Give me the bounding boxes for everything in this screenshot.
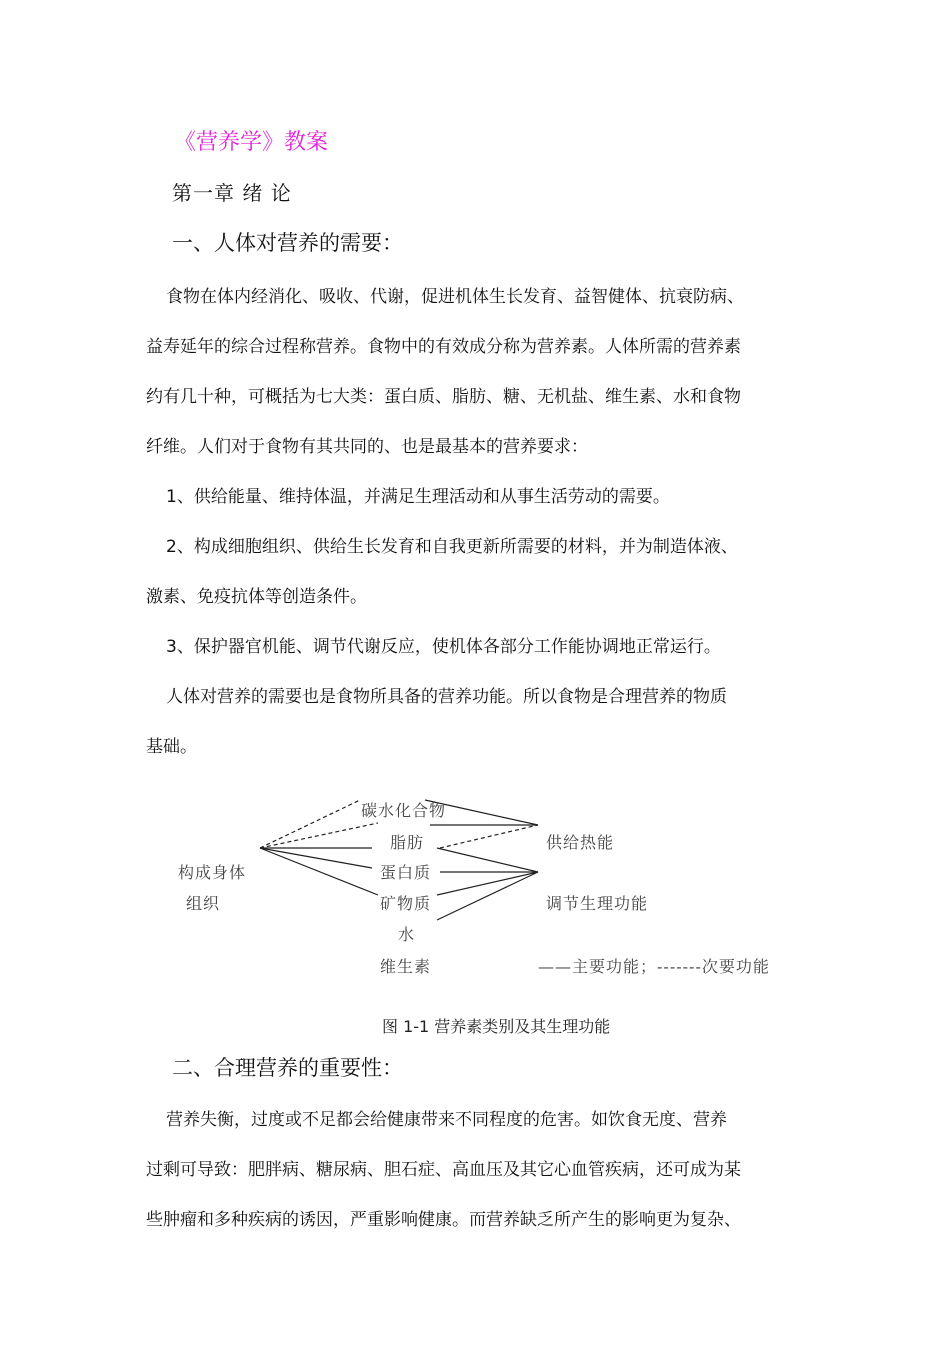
line-body-fat-dashed xyxy=(260,823,378,848)
section-1-line-8: 3、保护器官机能、调节代谢反应，使机体各部分工作能协调地正常运行。 xyxy=(166,637,721,657)
section-1-line-1: 食物在体内经消化、吸收、代谢，促进机体生长发育、益智健体、抗衰防病、 xyxy=(166,287,744,307)
function-tissue-label: 组织 xyxy=(186,894,221,913)
section-1-line-3: 约有几十种，可概括为七大类：蛋白质、脂肪、糖、无机盐、维生素、水和食物 xyxy=(146,387,741,407)
section-2-line-3: 些肿瘤和多种疾病的诱因，严重影响健康。而营养缺乏所产生的影响更为复杂、 xyxy=(146,1210,741,1230)
line-protein-regulate-a xyxy=(437,848,538,872)
nutrient-minerals: 矿物质 xyxy=(380,894,432,913)
function-build-body-label: 构成身体 xyxy=(178,863,247,882)
section-1-line-9: 人体对营养的需要也是食物所具备的营养功能。所以食物是合理营养的物质 xyxy=(166,687,727,707)
line-protein-energy xyxy=(440,825,538,848)
line-body-protein xyxy=(260,848,372,868)
section-2-line-1: 营养失衡，过度或不足都会给健康带来不同程度的危害。如饮食无度、营养 xyxy=(166,1110,727,1130)
line-water-regulate xyxy=(437,872,538,920)
function-regulate-label: 调节生理功能 xyxy=(546,894,649,913)
section-1-heading: 一、人体对营养的需要： xyxy=(172,231,403,255)
nutrient-protein: 蛋白质 xyxy=(380,863,432,882)
nutrient-vitamins: 维生素 xyxy=(380,957,432,976)
function-energy-label: 供给热能 xyxy=(546,833,615,852)
nutrient-water: 水 xyxy=(398,925,416,944)
line-body-carbs xyxy=(260,800,360,848)
chapter-heading: 第一章 绪 论 xyxy=(172,181,292,205)
section-1-line-10: 基础。 xyxy=(146,737,197,757)
nutrient-fat: 脂肪 xyxy=(390,833,425,852)
figure-caption: 图 1-1 营养素类别及其生理功能 xyxy=(382,1017,611,1036)
section-2-line-2: 过剩可导致：肥胖病、糖尿病、胆石症、高血压及其它心血管疾病，还可成为某 xyxy=(146,1160,741,1180)
section-1-line-6: 2、构成细胞组织、供给生长发育和自我更新所需要的材料，并为制造体液、 xyxy=(166,537,738,557)
line-minerals-regulate xyxy=(437,872,538,895)
section-1-line-4: 纤维。人们对于食物有其共同的、也是最基本的营养要求： xyxy=(146,437,588,457)
section-2-heading: 二、合理营养的重要性： xyxy=(172,1056,403,1080)
document-title: 《营养学》教案 xyxy=(174,130,329,155)
section-1-line-5: 1、供给能量、维持体温，并满足生理活动和从事生活劳动的需要。 xyxy=(166,487,670,507)
section-1-line-2: 益寿延年的综合过程称营养。食物中的有效成分称为营养素。人体所需的营养素 xyxy=(146,337,741,357)
line-body-minerals xyxy=(260,848,378,895)
diagram-legend: ——主要功能；-------次要功能 xyxy=(538,957,770,976)
section-1-line-7: 激素、免疫抗体等创造条件。 xyxy=(146,587,367,607)
nutrient-carbohydrate: 碳水化合物 xyxy=(361,801,447,820)
